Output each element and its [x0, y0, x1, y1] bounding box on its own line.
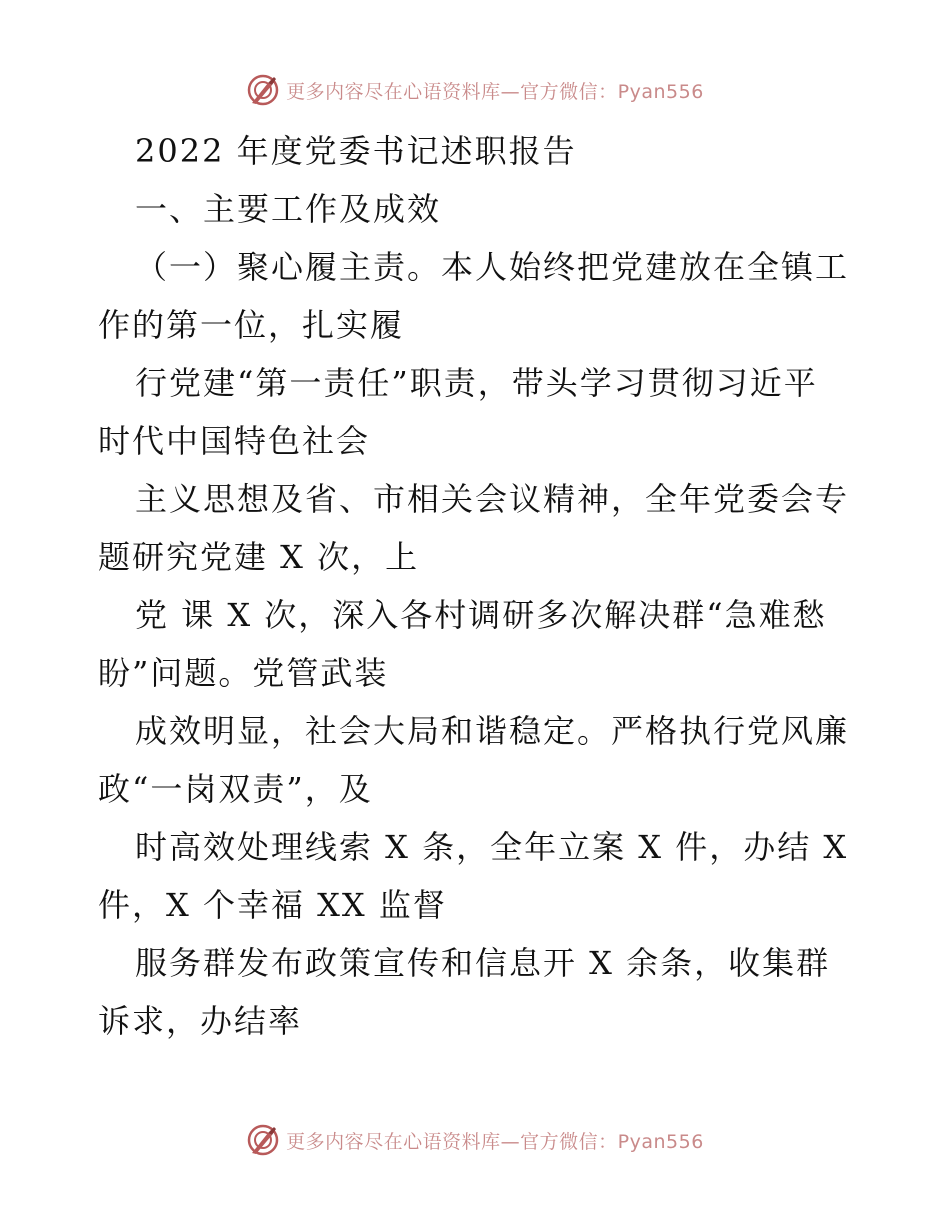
quill-seal-icon: [246, 73, 280, 107]
paragraph-line: （一）聚心履主责。本人始终把党建放在全镇工: [135, 248, 850, 286]
paragraph-line: 诉求，办结率: [98, 1002, 303, 1040]
watermark-text: 更多内容尽在心语资料库—官方微信：Pyan556: [286, 1130, 704, 1153]
document-body: [98, 122, 858, 1050]
paragraph-line: 件，X 个幸福 XX 监督: [98, 886, 447, 924]
paragraph-line: 作的第一位，扎实履: [98, 306, 405, 344]
paragraph-line: 政“一岗双责”，及: [98, 770, 373, 808]
paragraph-line: 时代中国特色社会: [98, 422, 371, 460]
watermark-header: [0, 70, 950, 110]
paragraph-line: 主义思想及省、市相关会议精神，全年党委会专: [135, 480, 850, 518]
paragraph-line: 盼”问题。党管武装: [98, 654, 389, 692]
paragraph-line: 行党建“第一责任”职责，带头学习贯彻习近平: [135, 364, 818, 402]
paragraph-line: 服务群发布政策宣传和信息开 X 余条，收集群: [135, 944, 831, 982]
document-title: 2022 年度党委书记述职报告: [135, 132, 577, 170]
watermark-footer: [0, 1120, 950, 1160]
watermark-text: 更多内容尽在心语资料库—官方微信：Pyan556: [286, 80, 704, 103]
paragraph-line: 党 课 X 次，深入各村调研多次解决群“急难愁: [135, 596, 827, 634]
paragraph-line: 时高效处理线索 X 条，全年立案 X 件，办结 X: [135, 828, 849, 866]
paragraph-line: 成效明显，社会大局和谐稳定。严格执行党风廉: [135, 712, 850, 750]
paragraph-line: 题研究党建 X 次，上: [98, 538, 420, 576]
quill-seal-icon: [246, 1123, 280, 1157]
section-heading: 一、主要工作及成效: [135, 190, 442, 228]
